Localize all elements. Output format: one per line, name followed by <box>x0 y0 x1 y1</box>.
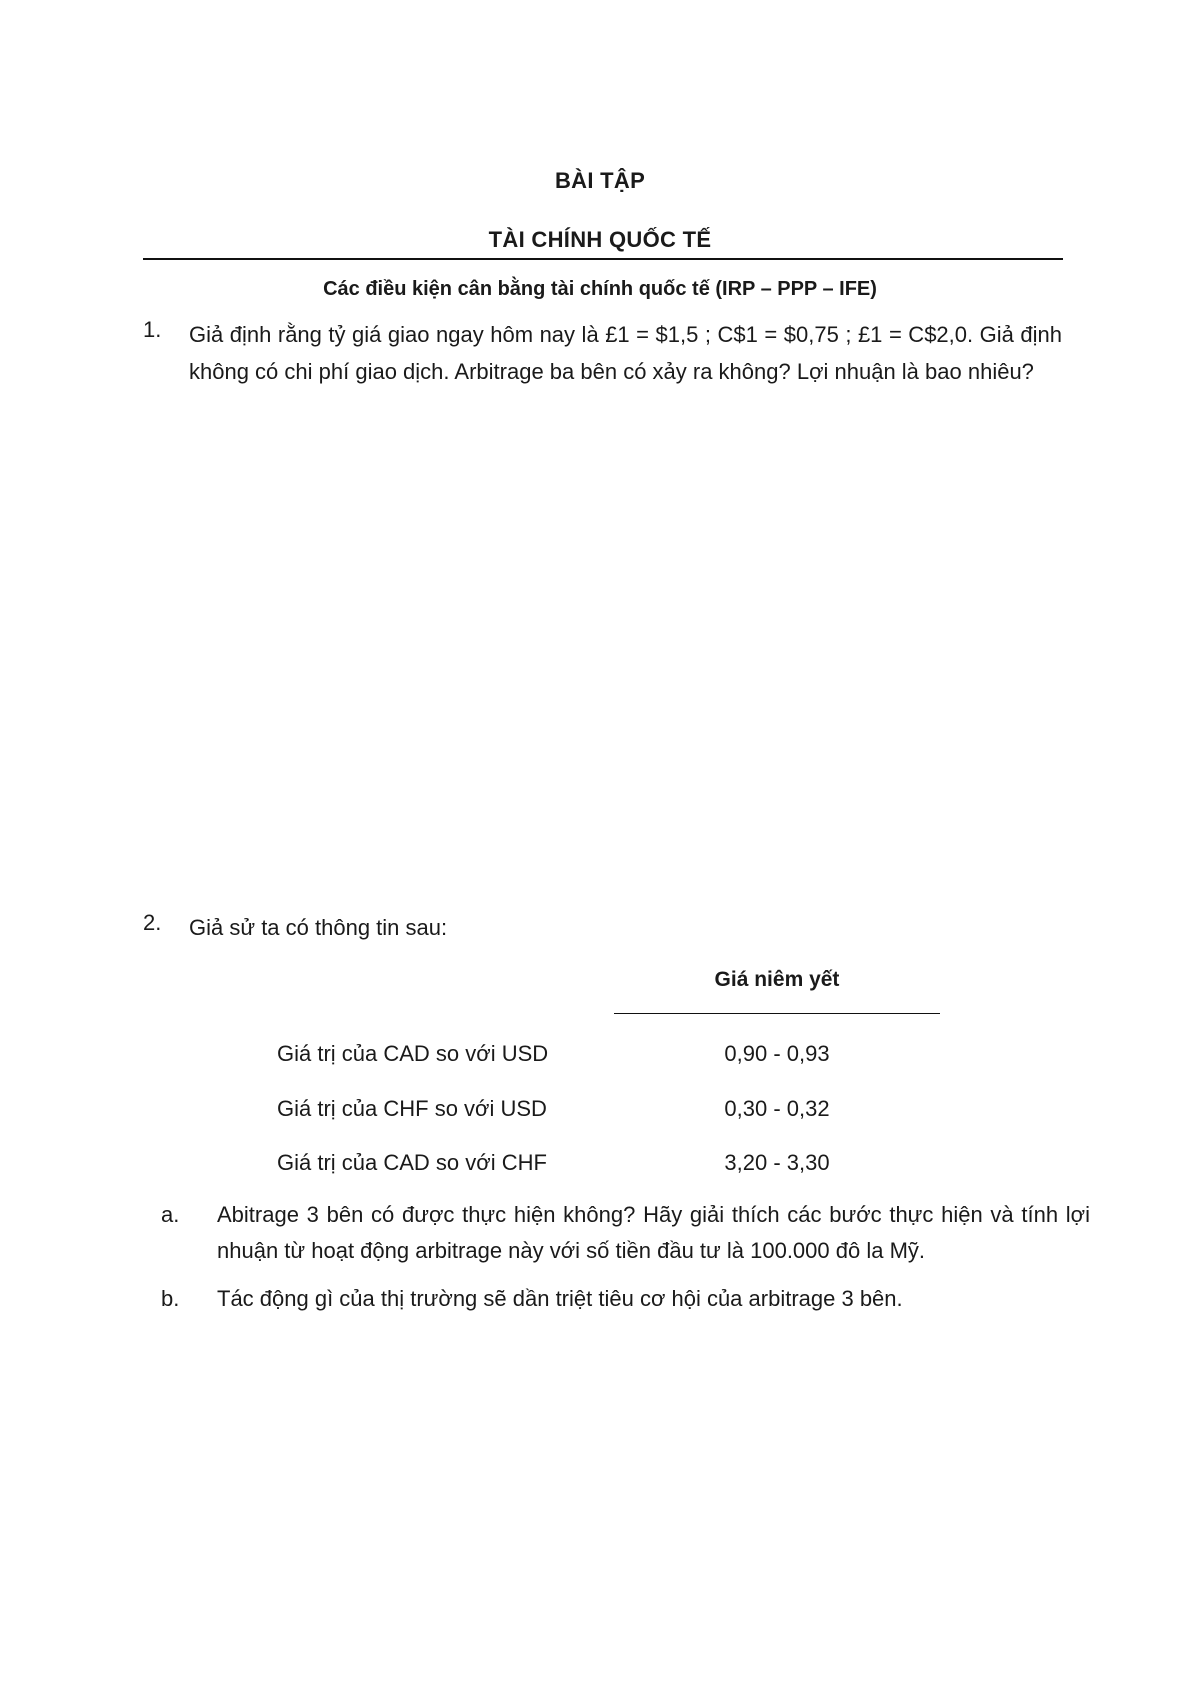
title-divider <box>143 258 1063 260</box>
question-number: 2. <box>143 910 162 935</box>
document-title: BÀI TẬP <box>554 168 646 193</box>
sub-question-text: Tác động gì của thị trường sẽ dần triệt tiêu cơ hội của arbitrage 3 bên. <box>217 1286 903 1311</box>
section-heading: Các điều kiện cân bằng tài chính quốc tế (IRP – PPP – IFE) <box>323 278 877 300</box>
sub-question-text: Abitrage 3 bên có được thực hiện không? Hãy giải thích các bước thực hiện và tính lợi nhuận từ hoạt động arbitrage này với số tiền đầu tư là 100.000 đô la Mỹ. <box>217 1202 1090 1263</box>
quote-row-value: 3,20 - 3,30 <box>724 1150 830 1175</box>
quote-table-header: Giá niêm yết <box>714 968 840 991</box>
quote-table-divider <box>614 1013 940 1014</box>
question-number: 1. <box>143 317 162 342</box>
question-text: Giả sử ta có thông tin sau: <box>189 915 448 940</box>
sub-question-letter: b. <box>161 1286 180 1311</box>
quote-row-label: Giá trị của CAD so với USD <box>277 1041 549 1066</box>
document-subtitle: TÀI CHÍNH QUỐC TẾ <box>488 227 712 252</box>
quote-row-label: Giá trị của CHF so với USD <box>277 1096 547 1121</box>
sub-question <box>161 1197 1090 1269</box>
quote-row-value: 0,30 - 0,32 <box>724 1096 830 1121</box>
quote-row-label: Giá trị của CAD so với CHF <box>277 1150 547 1175</box>
sub-question-letter: a. <box>161 1202 180 1227</box>
quote-row-value: 0,90 - 0,93 <box>724 1041 830 1066</box>
sub-question <box>161 1281 1090 1317</box>
question-text: Giả định rằng tỷ giá giao ngay hôm nay là £1 = $1,5 ; C$1 = $0,75 ; £1 = C$2,0. Giả định không có chi phí giao dịch. Arbitrage ba bên có xảy ra không? Lợi nhuận là bao nhiêu? <box>189 322 1062 384</box>
